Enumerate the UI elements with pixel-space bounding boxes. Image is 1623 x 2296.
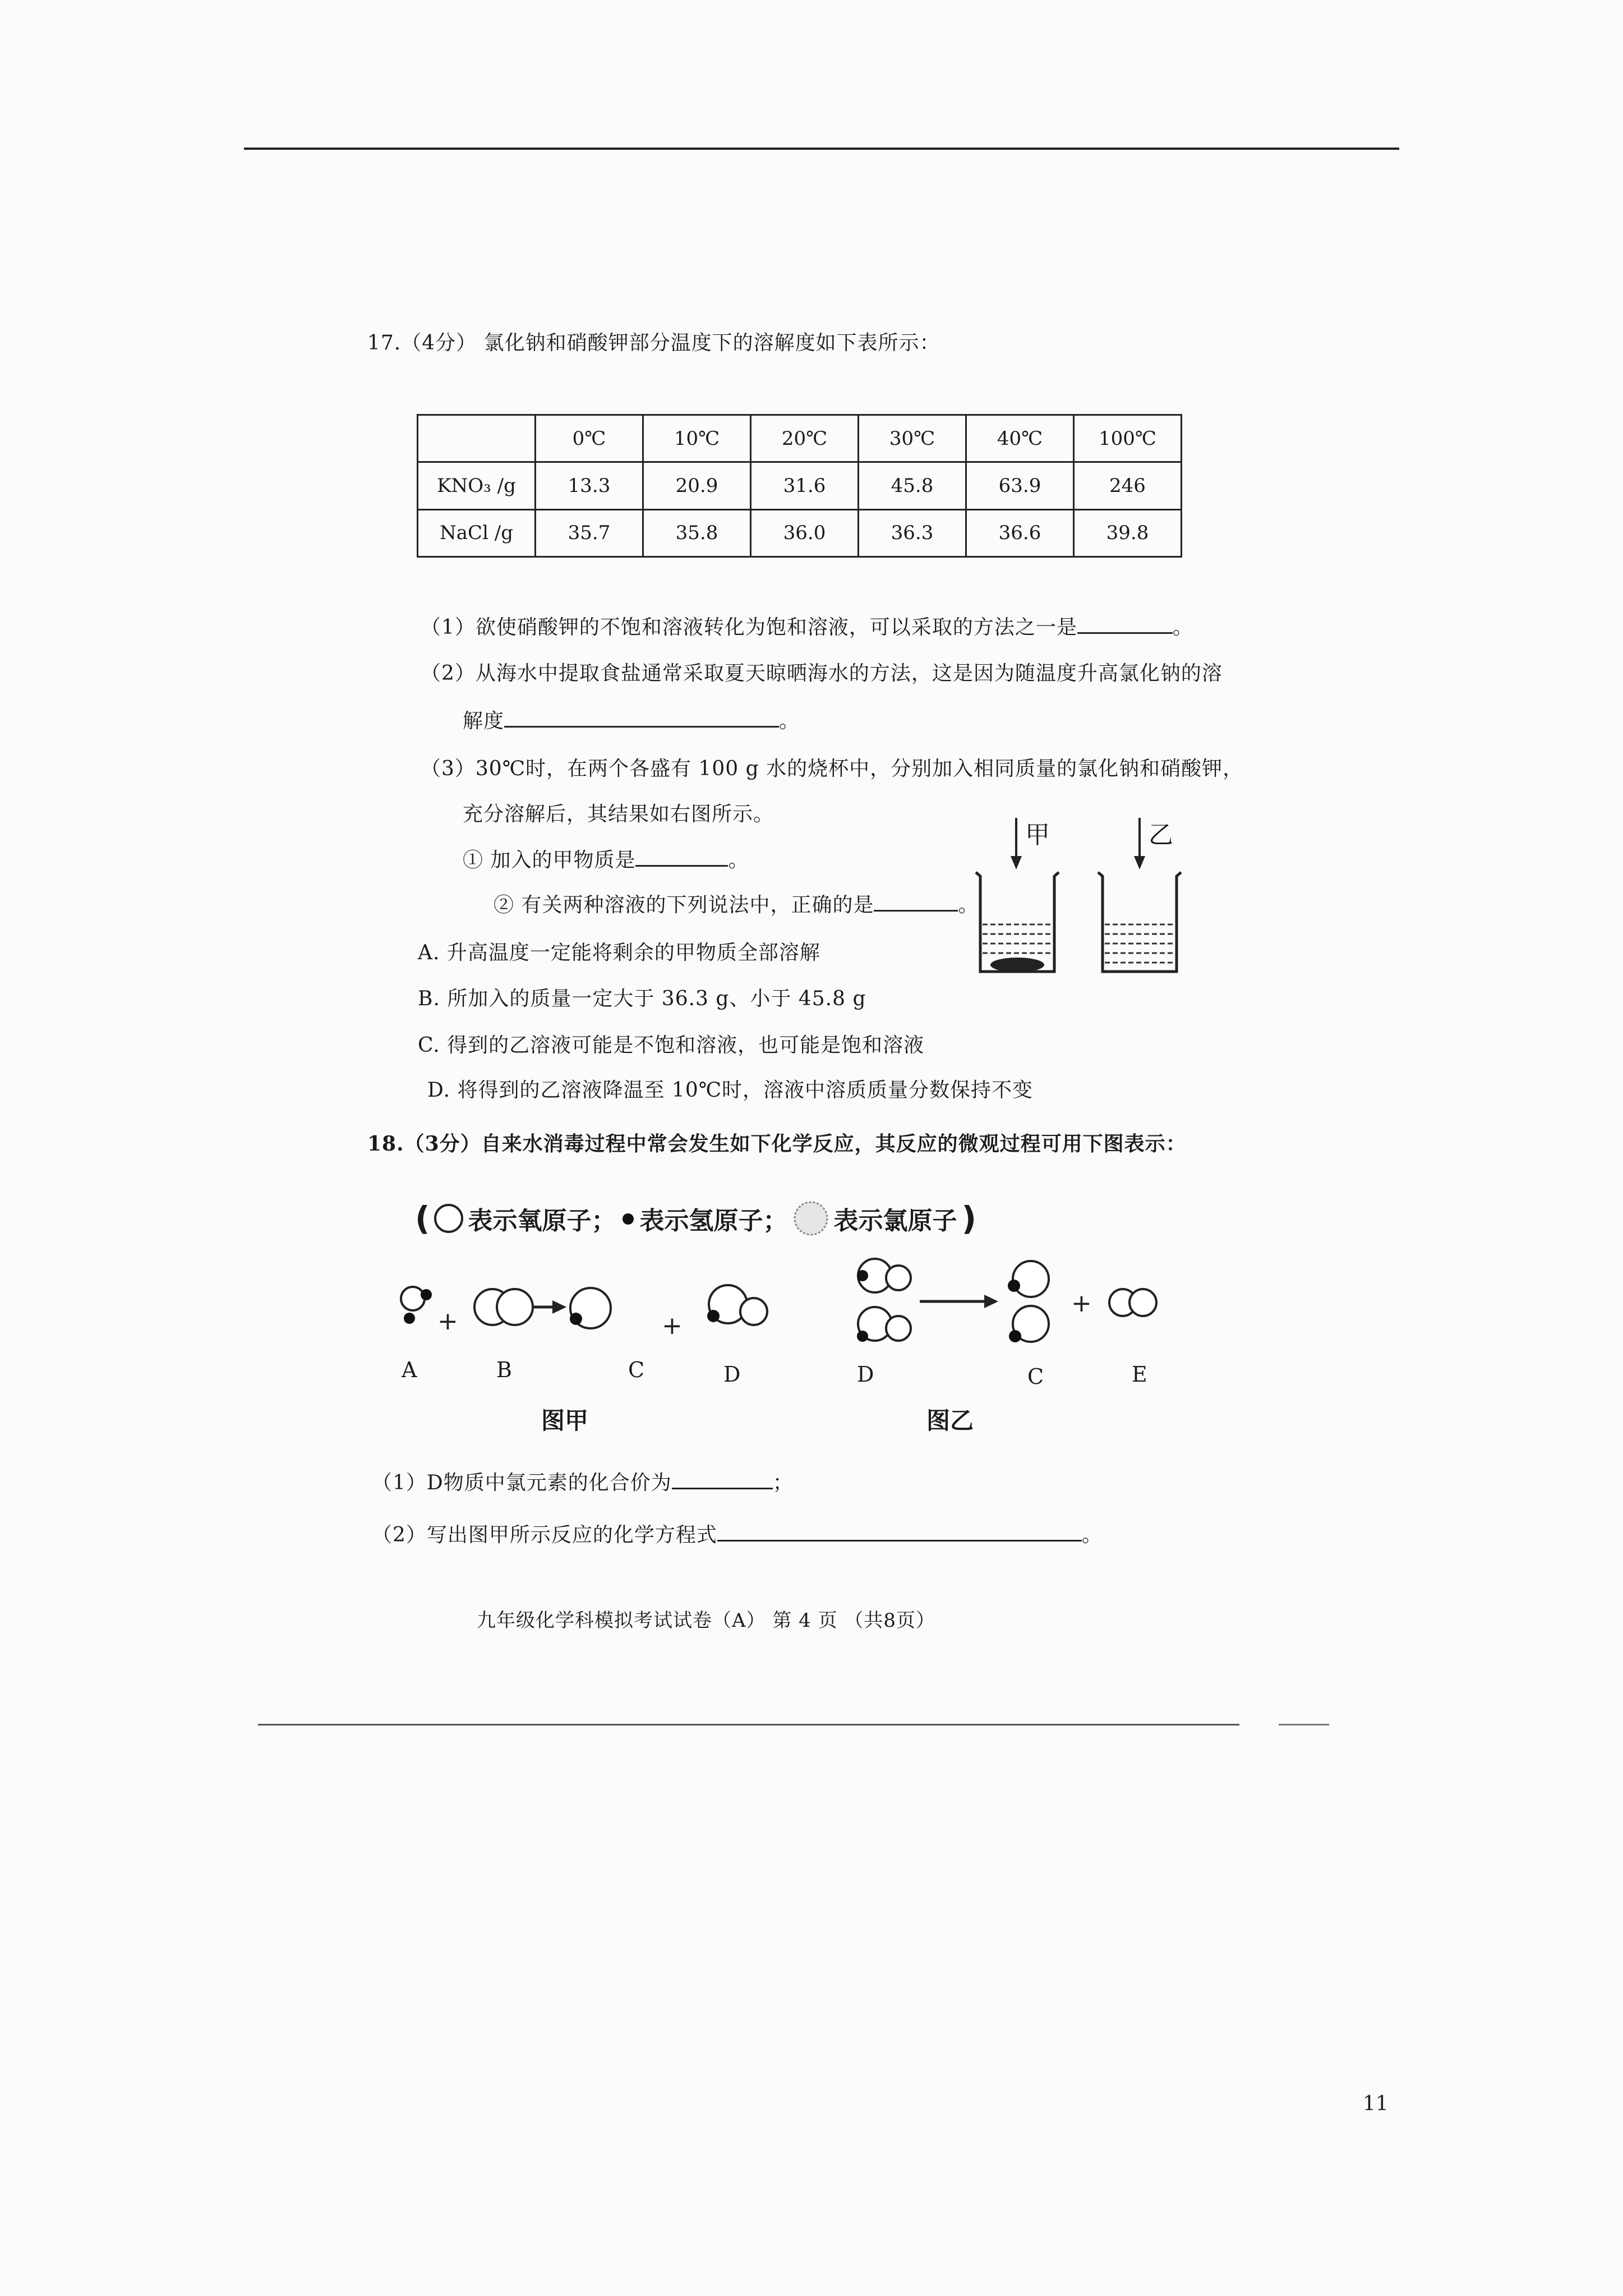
q18-part2 [372, 1522, 1103, 1549]
q17-part2b [463, 708, 800, 735]
plus-sign: + [1071, 1289, 1092, 1318]
table-cell: 63.9 [966, 462, 1074, 509]
q17-sub1-text: ① 加入的甲物质是 [463, 849, 636, 872]
q17-part2a: （2）从海水中提取食盐通常采取夏天晾晒海水的方法，这是因为随温度升高氯化钠的溶 [421, 662, 1223, 685]
table-row-nacl [418, 509, 1182, 556]
solubility-table [417, 414, 1182, 558]
table-cell: 13.3 [536, 462, 643, 509]
q17-part1 [421, 614, 1193, 641]
table-cell: 20.9 [643, 462, 751, 509]
plus-sign: + [662, 1312, 683, 1340]
molecule-d-pair [857, 1259, 911, 1342]
q18-part2-text: （2）写出图甲所示反应的化学方程式 [372, 1524, 717, 1547]
reaction-diagram [381, 1245, 1200, 1374]
table-header-row [418, 415, 1182, 462]
punct: 。 [779, 710, 800, 733]
molecule-e [1109, 1289, 1156, 1316]
chlorine-atom-icon [791, 1199, 831, 1238]
legend-chlorine-text: 表示氯原子 [833, 1207, 957, 1235]
molecule-d [707, 1285, 767, 1325]
q17-option-c: C. 得到的乙溶液可能是不饱和溶液，也可能是饱和溶液 [418, 1034, 925, 1057]
q17-option-a: A. 升高温度一定能将剩余的甲物质全部溶解 [418, 941, 820, 964]
table-header-cell: 100℃ [1074, 415, 1182, 462]
table-header-cell [418, 415, 536, 462]
q17-heading: 17.（4分） 氯化钠和硝酸钾部分温度下的溶解度如下表所示： [367, 332, 940, 355]
molecule-b [474, 1289, 533, 1325]
legend-hydrogen-text: 表示氢原子； [639, 1207, 788, 1235]
table-header-cell: 30℃ [859, 415, 966, 462]
q18-part1 [372, 1470, 794, 1497]
punct: 。 [1081, 1524, 1103, 1547]
q17-sub2-text: ② 有关两种溶液的下列说法中，正确的是 [494, 894, 874, 917]
q18-part1-text: （1）D物质中氯元素的化合价为 [372, 1471, 672, 1494]
punct: ； [772, 1471, 794, 1494]
q17-sub2 [494, 892, 979, 919]
table-cell: NaCl /g [418, 509, 536, 556]
answer-blank[interactable] [1077, 632, 1173, 634]
answer-blank[interactable] [874, 910, 958, 912]
legend-open-paren: ( [415, 1199, 430, 1237]
hydrogen-atom-icon [620, 1202, 637, 1235]
q17-option-d: D. 将得到的乙溶液降温至 10℃时，溶液中溶质质量分数保持不变 [427, 1079, 1033, 1102]
table-header-cell: 10℃ [643, 415, 751, 462]
figure-a-caption: 图甲 [541, 1407, 589, 1434]
exam-footer: 九年级化学科模拟考试试卷（A） 第 4 页 （共8页） [477, 1609, 936, 1632]
table-cell: 35.7 [536, 509, 643, 556]
table-cell: 31.6 [751, 462, 859, 509]
table-cell: 45.8 [859, 462, 966, 509]
legend-close-paren: ) [961, 1199, 977, 1237]
table-cell: 36.3 [859, 509, 966, 556]
plus-sign: + [437, 1307, 458, 1336]
answer-blank[interactable] [672, 1488, 773, 1489]
label-a: A [402, 1358, 417, 1382]
q17-part1-text: （1）欲使硝酸钾的不饱和溶液转化为饱和溶液，可以采取的方法之一是 [421, 616, 1077, 639]
label-c: C [628, 1358, 645, 1382]
table-cell: 36.0 [751, 509, 859, 556]
punct: 。 [728, 849, 749, 872]
q17-part3b: 充分溶解后，其结果如右图所示。 [463, 803, 774, 826]
atom-legend [415, 1200, 976, 1236]
table-cell: KNO₃ /g [418, 462, 536, 509]
beaker-label-yi: 乙 [1149, 821, 1173, 849]
oxygen-atom-icon [432, 1202, 465, 1235]
label-d: D [723, 1362, 741, 1387]
molecule-c-pair [1008, 1261, 1049, 1342]
bottom-rule [258, 1724, 1239, 1726]
table-cell: 36.6 [966, 509, 1074, 556]
top-rule [244, 148, 1399, 150]
figure-b-caption: 图乙 [926, 1407, 974, 1434]
table-cell: 39.8 [1074, 509, 1182, 556]
answer-blank[interactable] [717, 1540, 1082, 1542]
q17-sub1 [463, 847, 749, 874]
punct: 。 [958, 894, 979, 917]
table-row-kno3 [418, 462, 1182, 509]
table-header-cell: 0℃ [536, 415, 643, 462]
bottom-rule-fragment [1279, 1724, 1329, 1726]
table-cell: 246 [1074, 462, 1182, 509]
page-number: 11 [1363, 2092, 1389, 2115]
q17-part2b-text: 解度 [463, 710, 505, 733]
label-c-2: C [1027, 1364, 1044, 1389]
beaker-label-jia: 甲 [1025, 821, 1050, 849]
label-b: B [496, 1358, 512, 1382]
legend-oxygen-text: 表示氧原子； [468, 1207, 616, 1235]
q17-part3a: （3）30℃时，在两个各盛有 100 g 水的烧杯中，分别加入相同质量的氯化钠和硝酸钾， [421, 757, 1244, 780]
q18-heading: 18.（3分）自来水消毒过程中常会发生如下化学反应，其反应的微观过程可用下图表示： [367, 1132, 1187, 1156]
molecule-a [401, 1287, 432, 1324]
label-d-2: D [857, 1362, 874, 1387]
label-e: E [1132, 1362, 1147, 1387]
beakers-figure [953, 813, 1211, 993]
table-cell: 35.8 [643, 509, 751, 556]
answer-blank[interactable] [504, 726, 779, 728]
answer-blank[interactable] [635, 865, 728, 867]
q17-option-b: B. 所加入的质量一定大于 36.3 g、小于 45.8 g [418, 987, 866, 1010]
table-header-cell: 20℃ [751, 415, 859, 462]
punct: 。 [1172, 616, 1193, 639]
table-header-cell: 40℃ [966, 415, 1074, 462]
molecule-c [570, 1288, 611, 1328]
